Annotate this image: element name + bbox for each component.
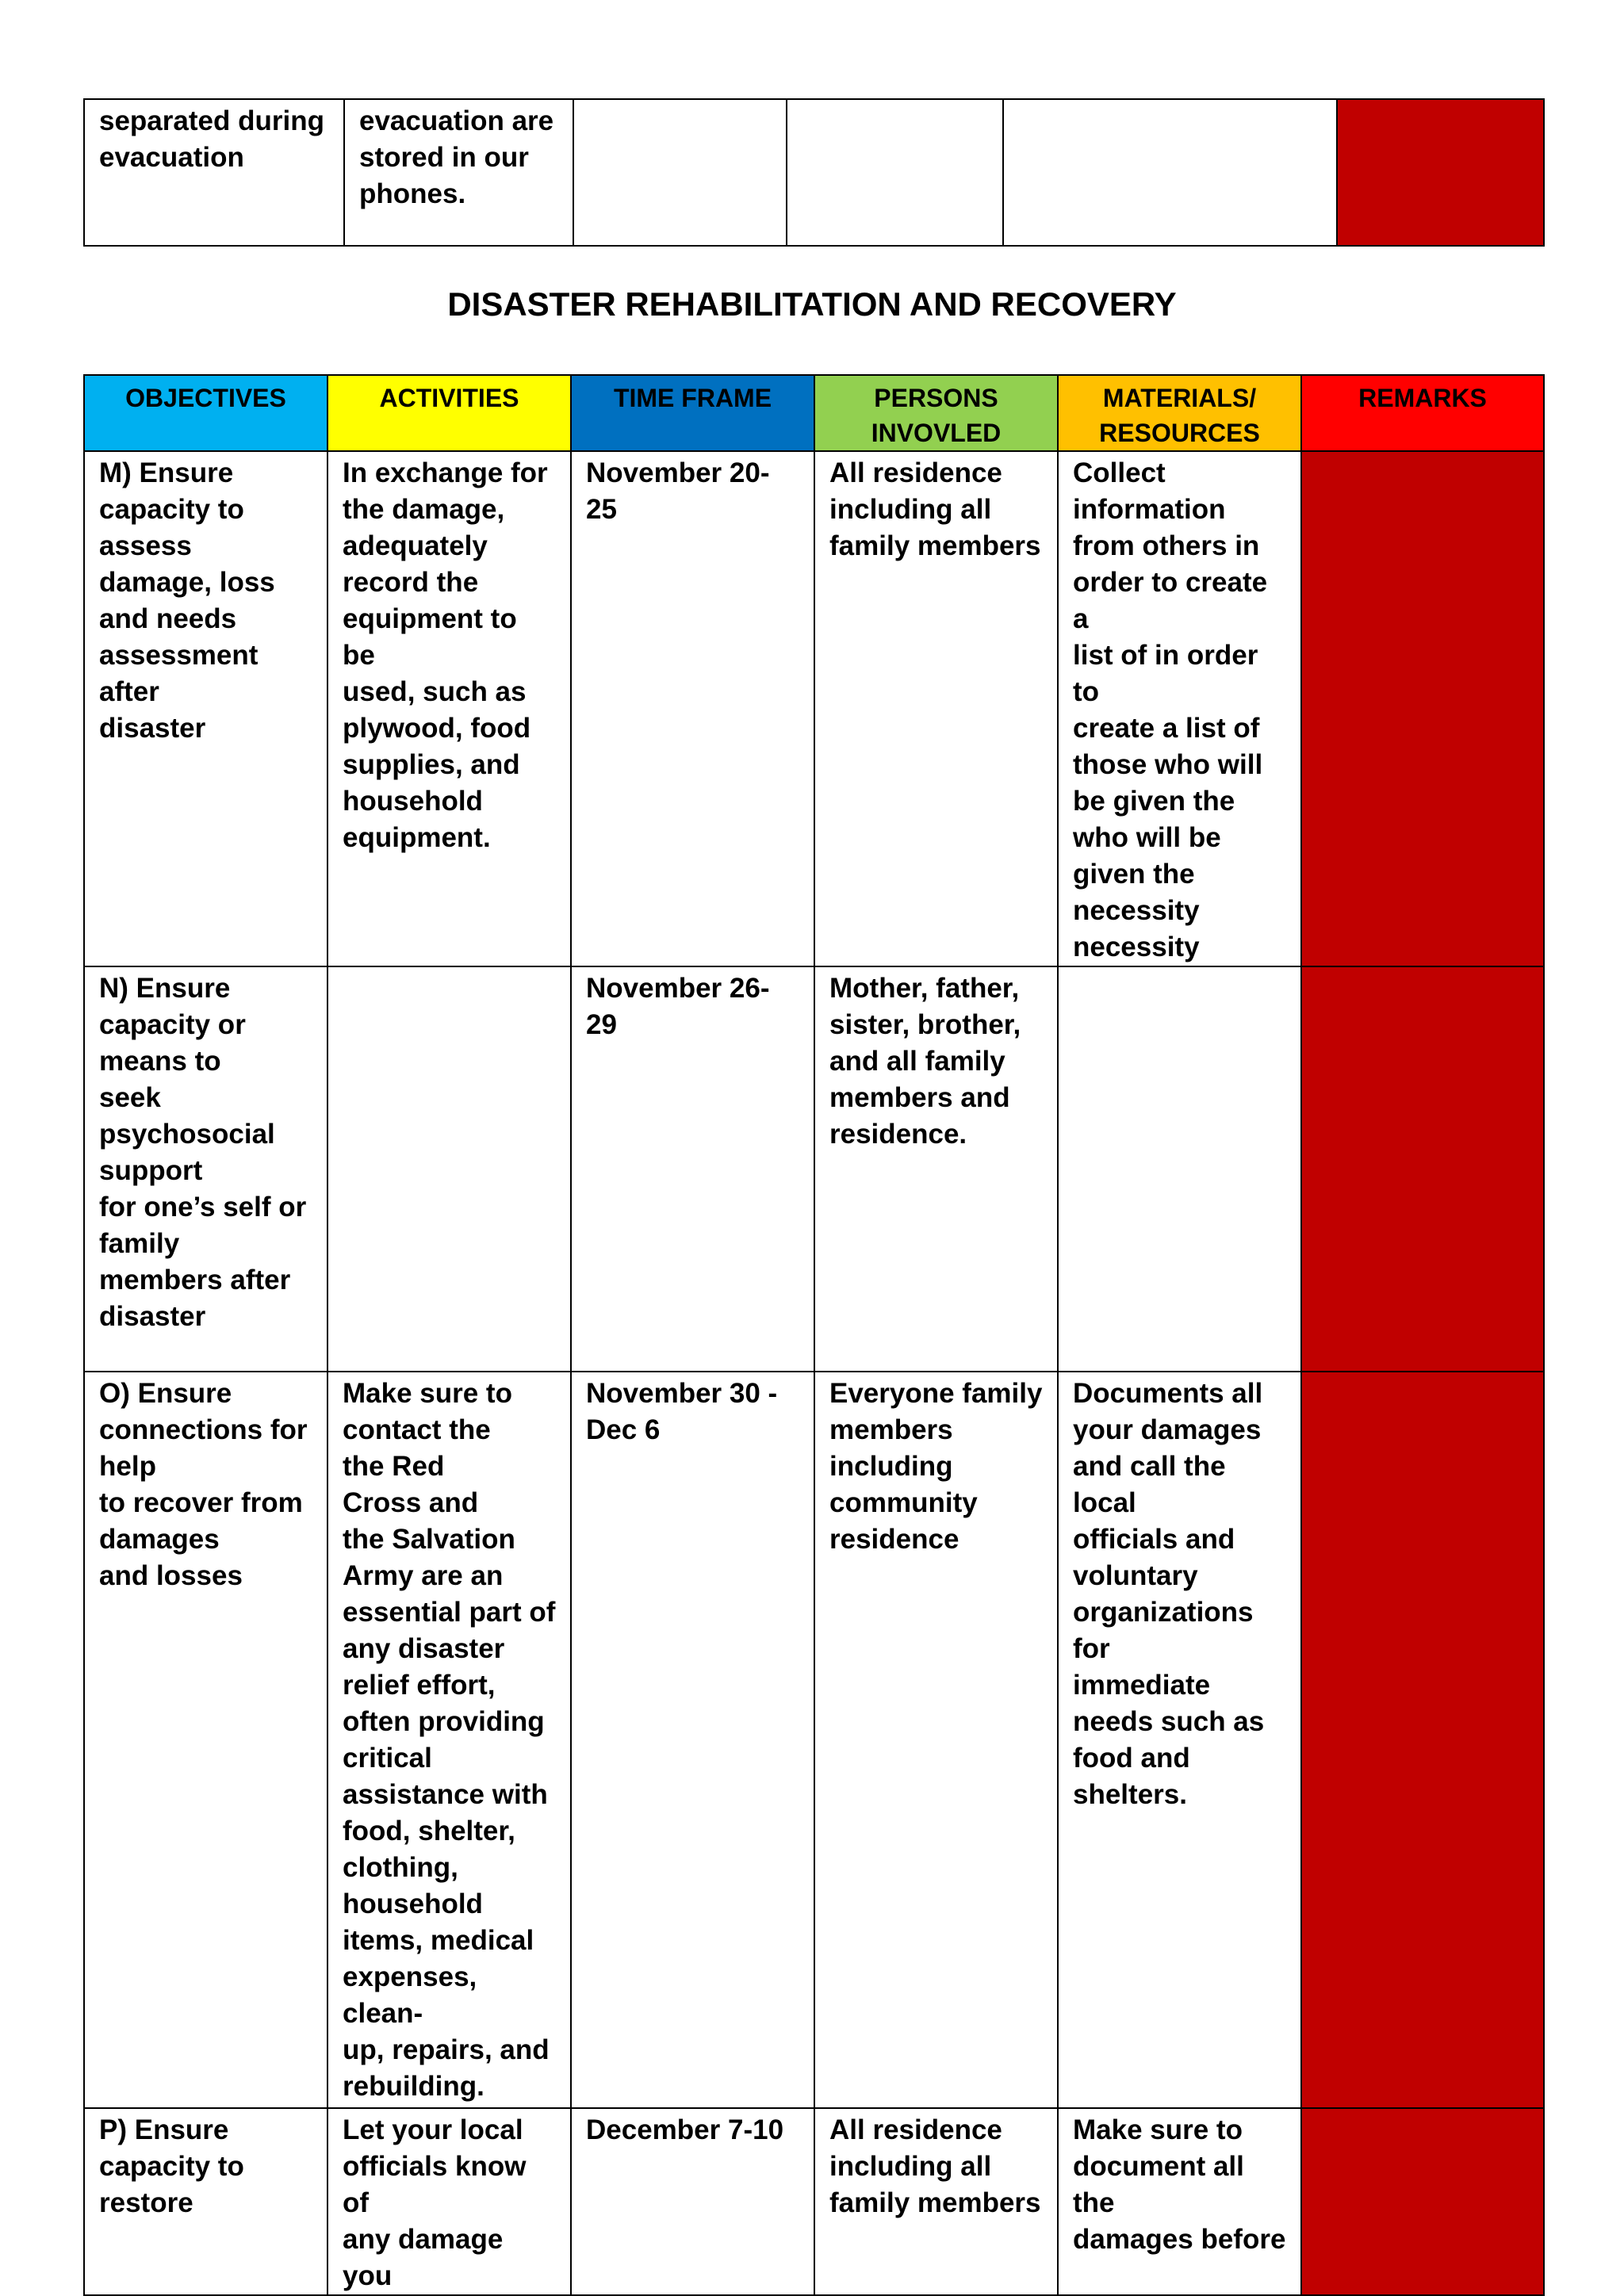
remarks-cell [1301, 451, 1544, 966]
section-title: DISASTER REHABILITATION AND RECOVERY [447, 285, 1177, 323]
materials-cell [1058, 966, 1301, 1372]
persons-cell [787, 99, 1003, 246]
remarks-cell [1301, 1372, 1544, 2108]
table-row [84, 99, 1544, 246]
objective-cell: separated during evacuation [84, 99, 344, 246]
activity-cell: In exchange for the damage, adequately record the equipment to be used, such as plywood, food supplies, and household equipment. [327, 451, 571, 966]
objective-cell: N) Ensure capacity or means to seek psychosocial support for one’s self or family members after disaster [84, 966, 327, 1372]
time-frame-cell: November 30 - Dec 6 [571, 1372, 814, 2108]
header-remarks: REMARKS [1301, 375, 1544, 451]
time-frame-cell: November 20-25 [571, 451, 814, 966]
header-materials-resources: MATERIALS/ RESOURCES [1058, 375, 1301, 451]
persons-cell: Everyone family members including community residence [814, 1372, 1058, 2108]
header-row [84, 375, 1544, 451]
table-row [84, 2108, 1544, 2295]
time-frame-cell: November 26-29 [571, 966, 814, 1372]
objective-cell: M) Ensure capacity to assess damage, loss and needs assessment after disaster [84, 451, 327, 966]
remarks-cell [1337, 99, 1544, 246]
header-objectives: OBJECTIVES [84, 375, 327, 451]
persons-cell: All residence including all family members [814, 451, 1058, 966]
persons-cell: All residence including all family members [814, 2108, 1058, 2295]
materials-cell: Make sure to document all the damages before [1058, 2108, 1301, 2295]
materials-cell [1003, 99, 1337, 246]
persons-cell: Mother, father, sister, brother, and all family members and residence. [814, 966, 1058, 1372]
header-time-frame: TIME FRAME [571, 375, 814, 451]
objective-cell: O) Ensure connections for help to recover from damages and losses [84, 1372, 327, 2108]
remarks-cell [1301, 966, 1544, 1372]
table-row [84, 451, 1544, 966]
header-activities: ACTIVITIES [327, 375, 571, 451]
time-frame-cell: December 7-10 [571, 2108, 814, 2295]
materials-cell: Collect information from others in order to create a list of in order to create a list of those who will be given the who will be given the necessity necessity [1058, 451, 1301, 966]
activity-cell: Make sure to contact the the Red Cross and the Salvation Army are an essential part of any disaster relief effort, often providing critical assistance with food, shelter, clothing, household items, medical expenses, clean- up, repairs, and rebuilding. [327, 1372, 571, 2108]
table-row [84, 966, 1544, 1372]
materials-cell: Documents all your damages and call the local officials and voluntary organizations for immediate needs such as food and shelters. [1058, 1372, 1301, 2108]
table-row [84, 1372, 1544, 2108]
continued-table [83, 98, 1545, 247]
time-frame-cell [573, 99, 787, 246]
activity-cell: Let your local officials know of any damage you [327, 2108, 571, 2295]
header-persons-involved: PERSONS INVOVLED [814, 375, 1058, 451]
activity-cell [327, 966, 571, 1372]
remarks-cell [1301, 2108, 1544, 2295]
objective-cell: P) Ensure capacity to restore [84, 2108, 327, 2295]
rehabilitation-table [83, 374, 1545, 2296]
activity-cell: evacuation are stored in our phones. [344, 99, 573, 246]
